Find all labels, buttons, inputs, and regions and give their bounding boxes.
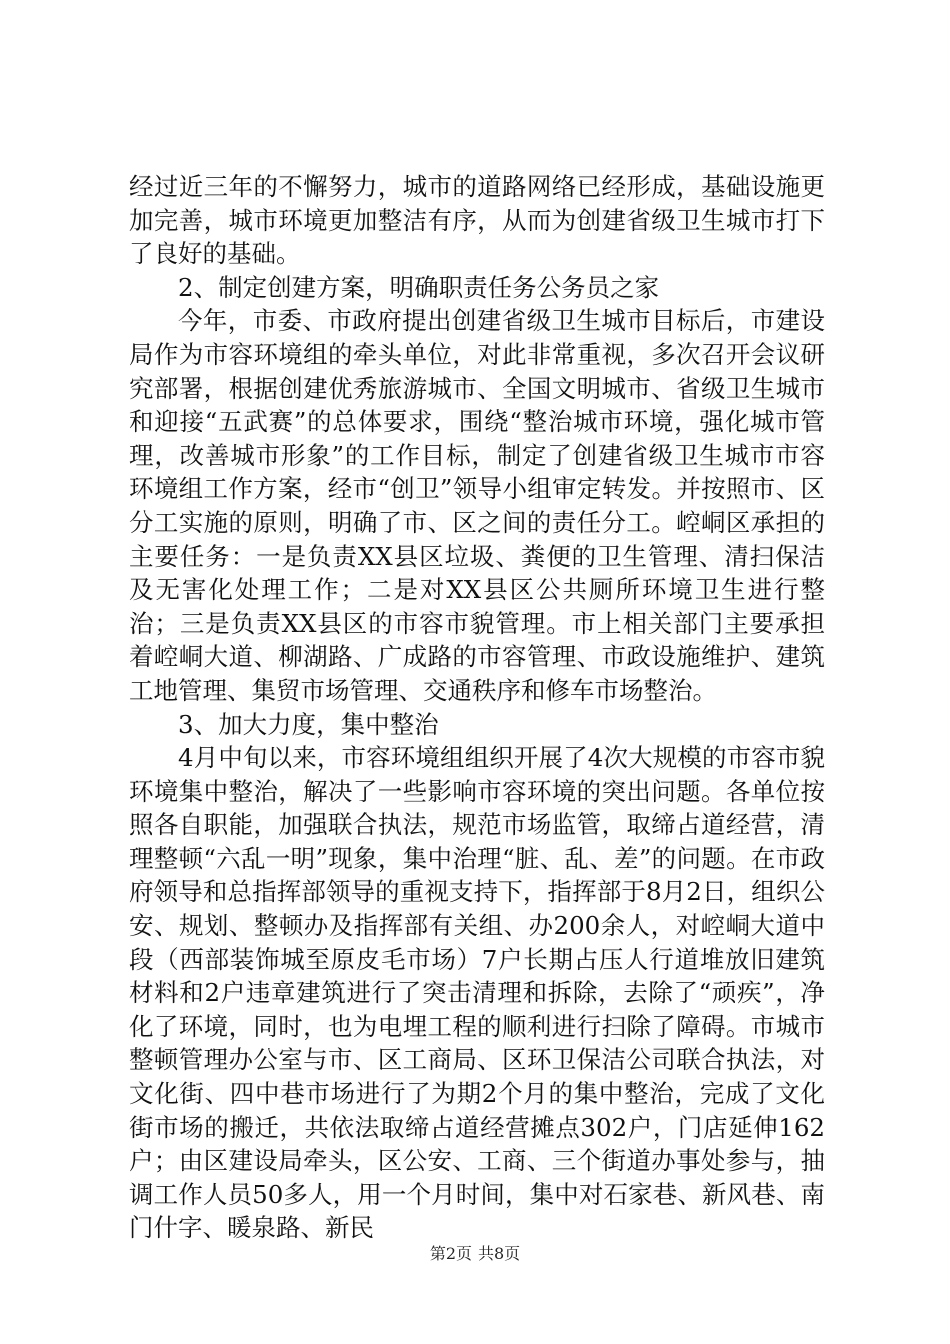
- page-number: 第2页: [429, 1244, 472, 1263]
- paragraph-body: 今年，市委、市政府提出创建省级卫生城市目标后，市建设局作为市容环境组的牵头单位，对此非常重视，多次召开会议研究部署，根据创建优秀旅游城市、全国文明城市、省级卫生城市和迎接“五武赛”的总体要求，围绕“整治城市环境，强化城市管理，改善城市形象”的工作目标，制定了创建省级卫生城市市容环境组工作方案，经市“创卫”领导小组审定转发。并按照市、区分工实施的原则，明确了市、区之间的责任分工。崆峒区承担的主要任务：一是负责XX县区垃圾、粪便的卫生管理、清扫保洁及无害化处理工作；二是对XX县区公共厕所环境卫生进行整治；三是负责XX县区的市容市貌管理。市上相关部门主要承担着崆峒大道、柳湖路、广成路的市容管理、市政设施维护、建筑工地管理、集贸市场管理、交通秩序和修车市场整治。: [129, 306, 825, 705]
- document-body: [129, 170, 825, 1245]
- paragraph-body: 4月中旬以来，市容环境组组织开展了4次大规模的市容市貌环境集中整治，解决了一些影响市容环境的突出问题。各单位按照各自职能，加强联合执法，规范市场监管，取缔占道经营，清理整顿“六乱一明”现象，集中治理“脏、乱、差”的问题。在市政府领导和总指挥部领导的重视支持下，指挥部于8月2日，组织公安、规划、整顿办及指挥部有关组、办200余人，对崆峒大道中段（西部装饰城至原皮毛市场）7户长期占压人行道堆放旧建筑材料和2户违章建筑进行了突击清理和拆除，去除了“顽疾”，净化了环境，同时，也为电埋工程的顺利进行扫除了障碍。市城市整顿管理办公室与市、区工商局、区环卫保洁公司联合执法，对文化街、四中巷市场进行了为期2个月的集中整治，完成了文化街市场的搬迁，共依法取缔占道经营摊点302户，门店延伸162户；由区建设局牵头，区公安、工商、三个街道办事处参与，抽调工作人员50多人，用一个月时间，集中对石家巷、新风巷、南门什字、暖泉路、新民: [129, 743, 825, 1243]
- section-heading-2: 2、制定创建方案，明确职责任务公务员之家: [178, 272, 660, 302]
- page-footer: [0, 1244, 950, 1264]
- paragraph-continued: 经过近三年的不懈努力，城市的道路网络已经形成，基础设施更加完善，城市环境更加整洁有序，从而为创建省级卫生城市打下了良好的基础。: [129, 172, 825, 269]
- section-heading-3: 3、加大力度，集中整治: [178, 709, 439, 739]
- page-total: 共8页: [478, 1244, 521, 1263]
